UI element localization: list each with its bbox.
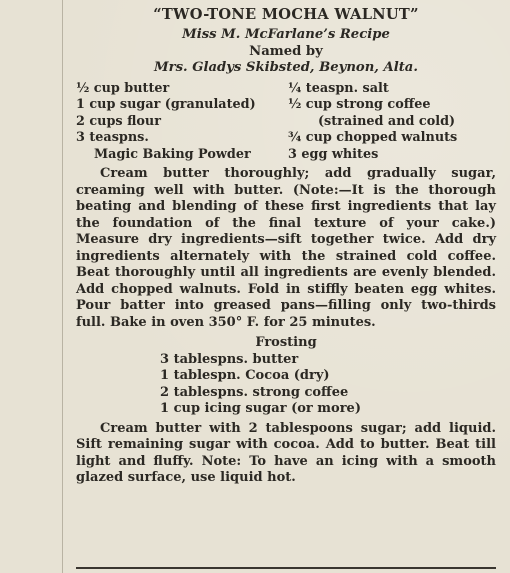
ingredient-item: 3 egg whites bbox=[288, 146, 379, 162]
frosting-item: 1 cup icing sugar (or more) bbox=[160, 401, 361, 416]
method-paragraph: Cream butter thoroughly; add gradually sugar, creaming well with butter. (Note:—It is the thorough beating and blending of these first ingredients that lay the foundation of the final texture of your cake.) Measure dry ingredients—sift together twice. Add dry ingredients alternately with the strained cold coffee. Beat thoroughly until all ingredients are evenly blended. Add chopped walnuts. Fold in stiffly beaten egg whites. Pour batter into greased pans—filling only two-thirds full. Bake in oven 350° F. for 25 minutes. bbox=[76, 166, 496, 330]
bottom-rule bbox=[76, 567, 496, 569]
ingredient-item: ½ cup strong coffee bbox=[288, 97, 431, 112]
recipe-namer: Mrs. Gladys Skibsted, Beynon, Alta. bbox=[154, 60, 418, 75]
frosting-method-paragraph: Cream butter with 2 tablespoons sugar; add liquid. Sift remaining sugar with cocoa. Add to butter. Beat till light and fluffy. Note: To have an icing with a smooth glazed surface, use liquid hot. bbox=[76, 420, 496, 485]
ingredient-item: 1 cup sugar (granulated) bbox=[76, 97, 256, 112]
ingredient-column-right bbox=[288, 81, 498, 164]
frosting-item: 1 tablespn. Cocoa (dry) bbox=[160, 368, 330, 383]
frosting-list bbox=[160, 352, 496, 418]
frosting-item: 3 tablespns. butter bbox=[160, 351, 299, 367]
ingredient-column-left bbox=[76, 81, 288, 164]
ingredient-item: ¼ teaspn. salt bbox=[288, 80, 389, 96]
ingredient-item: 3 teaspns. bbox=[76, 130, 149, 145]
frosting-item: 2 tablespns. strong coffee bbox=[160, 384, 349, 400]
ingredient-item: 2 cups flour bbox=[76, 113, 161, 129]
ingredient-item: ¾ cup chopped walnuts bbox=[288, 130, 458, 145]
ingredient-item: ½ cup butter bbox=[76, 80, 170, 96]
ingredient-list bbox=[76, 81, 496, 164]
ingredient-item: (strained and cold) bbox=[318, 113, 456, 129]
recipe-title: “TWO-TONE MOCHA WALNUT” bbox=[153, 6, 419, 23]
page-margin-rule bbox=[62, 0, 63, 573]
ingredient-item: Magic Baking Powder bbox=[94, 146, 251, 162]
frosting-heading: Frosting bbox=[255, 335, 317, 350]
named-by-label: Named by bbox=[249, 43, 323, 59]
recipe-byline: Miss M. McFarlane’s Recipe bbox=[182, 27, 390, 42]
